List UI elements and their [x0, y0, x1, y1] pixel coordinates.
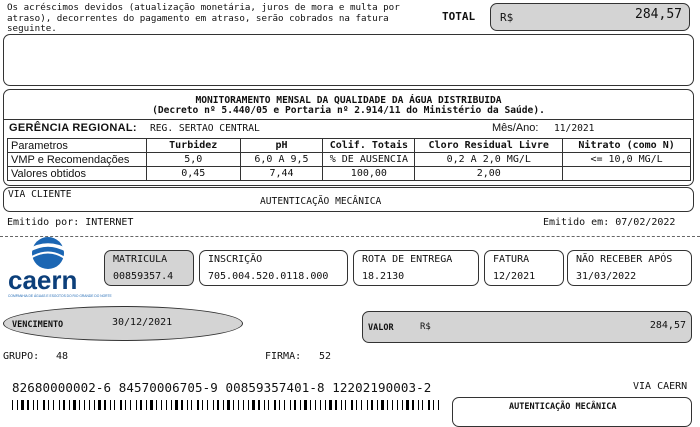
table-cell: 0,2 A 2,0 MG/L	[415, 153, 563, 167]
barcode-number: 82680000002-6 84570006705-9 00859357401-8 12202190003-2	[12, 380, 432, 395]
barcode-bar	[258, 400, 260, 410]
barcode-bar	[202, 400, 203, 410]
barcode-bar	[120, 400, 122, 410]
total-currency: R$	[500, 11, 514, 24]
water-quality-subtitle: (Decreto nº 5.440/05 e Portaria nº 2.914/11 do Ministério da Saúde).	[152, 105, 545, 116]
column-header: Colif. Totais	[323, 139, 415, 153]
total-value: 284,57	[635, 7, 682, 22]
table-cell: 2,00	[415, 167, 563, 181]
grupo-value: 48	[56, 351, 69, 362]
column-header: Turbidez	[146, 139, 240, 153]
barcode-bar	[351, 400, 353, 410]
barcode-bar	[156, 400, 157, 410]
barcode-bar	[300, 400, 301, 410]
late-payment-note	[7, 3, 437, 35]
table-row	[8, 167, 691, 181]
barcode-bar	[89, 400, 90, 410]
barcode-bar	[227, 400, 230, 410]
table-cell: 7,44	[240, 167, 323, 181]
regional-value: REG. SERTAO CENTRAL	[150, 123, 260, 134]
table-header-row	[8, 139, 691, 153]
barcode-bar	[104, 400, 106, 410]
barcode-bar	[84, 400, 85, 410]
barcode-bar	[207, 400, 208, 410]
barcode-bar	[69, 400, 70, 410]
barcode-bar	[125, 400, 126, 410]
barcode-bar	[233, 400, 234, 410]
note-line-2: atraso), decorrentes do pagamento em atraso, serão cobrados na fatura seguinte.	[7, 12, 389, 34]
column-header: Parametros	[8, 139, 147, 153]
table-cell: 0,45	[146, 167, 240, 181]
via-caern-label: VIA CAERN	[633, 381, 688, 392]
barcode-bar	[175, 400, 178, 410]
barcode-bar	[27, 400, 29, 410]
barcode-bar	[146, 400, 147, 410]
message-box	[3, 34, 694, 86]
barcode-bar	[48, 400, 49, 410]
table-row	[8, 153, 691, 167]
barcode-bar	[73, 400, 76, 410]
barcode-bar	[392, 400, 393, 410]
barcode-bar	[43, 400, 45, 410]
barcode-bar	[264, 400, 265, 410]
rota-value: 18.2130	[362, 271, 405, 282]
barcode-bar	[181, 400, 183, 410]
barcode-bar	[166, 400, 167, 410]
barcode	[12, 400, 442, 410]
barcode-bar	[217, 400, 219, 410]
barcode-bar	[304, 400, 307, 410]
barcode-bar	[161, 400, 162, 410]
barcode-bar	[320, 400, 321, 410]
barcode-bar	[284, 400, 285, 410]
svg-text:caern: caern	[8, 265, 78, 295]
barcode-bar	[422, 400, 423, 410]
barcode-bar	[114, 400, 115, 410]
barcode-bar	[361, 400, 362, 410]
matricula-value: 00859357.4	[113, 271, 174, 282]
barcode-bar	[130, 400, 131, 410]
note-line-1: Os acréscimos devidos (atualização monetária, juros de mora e multa por	[7, 2, 400, 13]
barcode-bar	[53, 400, 54, 410]
barcode-bar	[98, 400, 101, 410]
via-cliente-label: VIA CLIENTE	[8, 189, 72, 200]
barcode-bar	[274, 400, 276, 410]
vencimento-value: 30/12/2021	[112, 317, 173, 328]
barcode-bar	[294, 400, 296, 410]
caern-logo	[6, 235, 112, 303]
barcode-bar	[171, 400, 172, 410]
barcode-bar	[279, 400, 280, 410]
vencimento-label: VENCIMENTO	[12, 320, 64, 330]
barcode-bar	[438, 400, 439, 410]
barcode-bar	[197, 400, 199, 410]
barcode-bar	[191, 400, 192, 410]
fatura-label: FATURA	[493, 254, 530, 265]
nao-receber-label: NÃO RECEBER APÓS	[576, 254, 673, 265]
divider	[3, 119, 694, 120]
nao-receber-value: 31/03/2022	[576, 271, 637, 282]
barcode-bar	[315, 400, 316, 410]
barcode-bar	[17, 400, 18, 410]
barcode-bar	[59, 400, 60, 410]
column-header: pH	[240, 139, 323, 153]
valor-label: VALOR	[368, 323, 394, 333]
barcode-bar	[94, 400, 95, 410]
caern-logo-mark	[6, 235, 112, 303]
barcode-bar	[12, 400, 13, 410]
barcode-bar	[397, 400, 398, 410]
barcode-bar	[310, 400, 311, 410]
barcode-bar	[238, 400, 239, 410]
barcode-bar	[345, 400, 346, 410]
barcode-bar	[150, 400, 153, 410]
issued-on: Emitido em: 07/02/2022	[543, 217, 676, 228]
total-label: TOTAL	[442, 10, 476, 23]
table-cell	[563, 167, 691, 181]
fatura-value: 12/2021	[493, 271, 536, 282]
barcode-bar	[371, 400, 373, 410]
barcode-bar	[367, 400, 368, 410]
inscricao-label: INSCRIÇÃO	[208, 254, 263, 265]
row-header: Valores obtidos	[8, 167, 147, 181]
column-header: Nitrato (como N)	[563, 139, 691, 153]
table-cell: 6,0 A 9,5	[240, 153, 323, 167]
barcode-bar	[33, 400, 34, 410]
barcode-bar	[140, 400, 142, 410]
barcode-bar	[21, 400, 24, 410]
inscricao-field	[199, 250, 348, 286]
barcode-bar	[268, 400, 269, 410]
barcode-bar	[418, 400, 419, 410]
barcode-bar	[136, 400, 137, 410]
barcode-bar	[406, 400, 409, 410]
rota-field	[353, 250, 479, 286]
table-cell: 5,0	[146, 153, 240, 167]
barcode-bar	[252, 400, 255, 410]
barcode-bar	[402, 400, 403, 410]
cut-line	[0, 236, 700, 237]
barcode-bar	[356, 400, 357, 410]
water-quality-table	[7, 138, 691, 181]
barcode-bar	[290, 400, 291, 410]
matricula-label: MATRICULA	[113, 254, 168, 265]
table-cell: <= 10,0 MG/L	[563, 153, 691, 167]
barcode-bar	[377, 400, 378, 410]
fatura-field	[484, 250, 564, 286]
barcode-bar	[187, 400, 188, 410]
row-header: VMP e Recomendações	[8, 153, 147, 167]
barcode-bar	[37, 400, 38, 410]
mechanical-authentication: AUTENTICAÇÃO MECÂNICA	[260, 196, 382, 207]
barcode-bar	[412, 400, 414, 410]
valor-currency: R$	[420, 322, 431, 332]
barcode-bar	[329, 400, 332, 410]
svg-text:COMPANHIA DE ÁGUAS E ESGOTOS D: COMPANHIA DE ÁGUAS E ESGOTOS DO RIO GRANDE DO NORTE	[8, 294, 112, 298]
regional-label: GERÊNCIA REGIONAL:	[9, 122, 137, 134]
barcode-bar	[325, 400, 326, 410]
table-cell: 100,00	[323, 167, 415, 181]
barcode-bar	[63, 400, 65, 410]
barcode-bar	[335, 400, 337, 410]
column-header: Cloro Residual Livre	[415, 139, 563, 153]
valor-value: 284,57	[649, 320, 686, 331]
barcode-bar	[387, 400, 388, 410]
barcode-bar	[79, 400, 80, 410]
firma-value: 52	[319, 351, 332, 362]
grupo-label: GRUPO:	[3, 351, 40, 362]
barcode-bar	[110, 400, 111, 410]
water-quality-title: MONITORAMENTO MENSAL DA QUALIDADE DA ÁGUA DISTRIBUIDA	[195, 95, 502, 106]
barcode-bar	[428, 400, 430, 410]
period-label: Mês/Ano:	[492, 122, 539, 134]
issued-by: Emitido por: INTERNET	[7, 217, 134, 228]
mechanical-authentication-2: AUTENTICAÇÃO MECÂNICA	[509, 402, 617, 412]
barcode-bar	[223, 400, 224, 410]
nao-receber-field	[567, 250, 692, 286]
inscricao-value: 705.004.520.0118.000	[208, 271, 329, 282]
matricula-field	[104, 250, 194, 286]
period-value: 11/2021	[554, 123, 595, 134]
barcode-bar	[243, 400, 244, 410]
barcode-bar	[341, 400, 342, 410]
barcode-bar	[381, 400, 384, 410]
firma-label: FIRMA:	[265, 351, 302, 362]
rota-label: ROTA DE ENTREGA	[362, 254, 453, 265]
barcode-bar	[248, 400, 249, 410]
barcode-bar	[213, 400, 214, 410]
table-cell: % DE AUSENCIA	[323, 153, 415, 167]
barcode-bar	[433, 400, 434, 410]
